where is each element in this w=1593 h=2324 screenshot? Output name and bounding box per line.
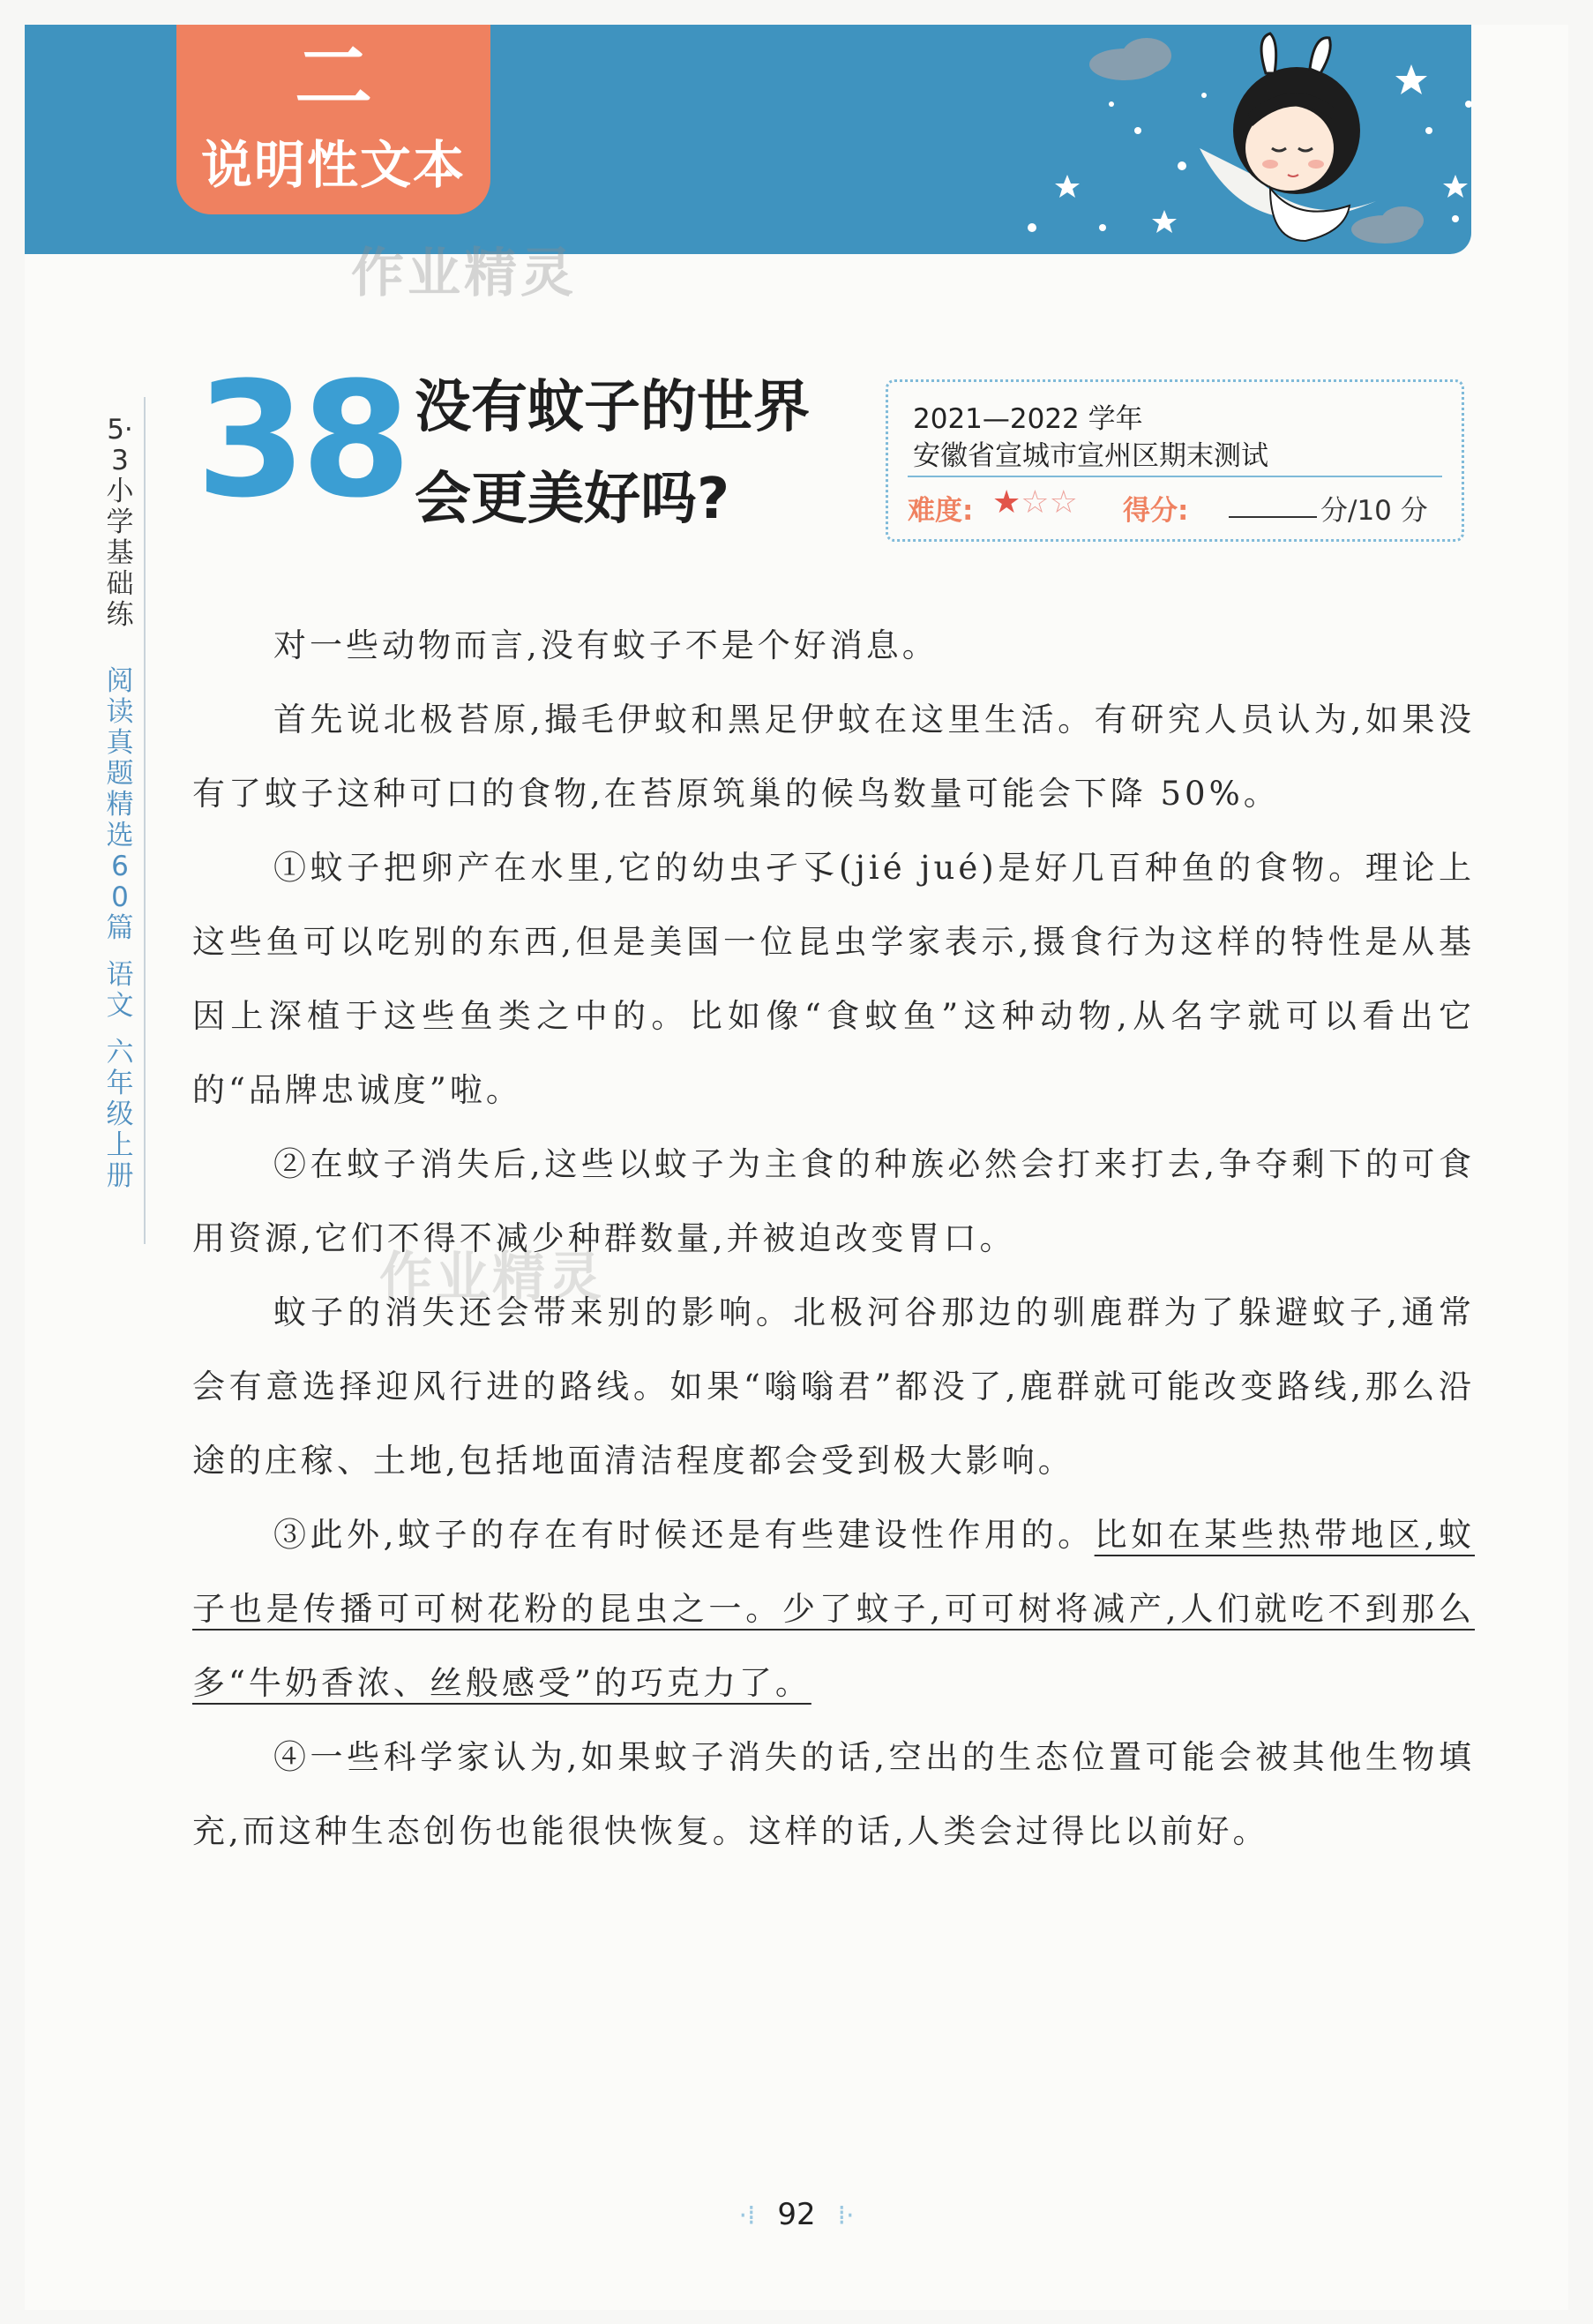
star-filled-icon: ★ [992, 484, 1021, 521]
exam-source: 安徽省宣城市宣州区期末测试 [913, 440, 1268, 472]
paragraph-6-underlined: 比如在某些热带地区,蚊子也是传播可可树花粉的昆虫之一。少了蚊子,可可树将减产,人们就吃不到那么多“牛奶香浓、丝般感受”的巧克力了。 [192, 1516, 1475, 1702]
footer-right-ornament-icon: ⁞· [837, 2200, 855, 2231]
score-label: 得分: [1123, 495, 1189, 527]
watermark: 作业精灵 [351, 243, 577, 304]
star-empty-icon: ☆ [1021, 484, 1050, 521]
info-divider [908, 476, 1442, 477]
paragraph-6 [192, 1498, 1475, 1721]
page-footer [0, 2197, 1593, 2232]
difficulty-stars [992, 484, 1078, 521]
subject-label: 语文 [106, 959, 134, 1022]
difficulty-label: 难度: [908, 495, 974, 527]
paragraph-2: 首先说北极苔原,撮毛伊蚊和黑足伊蚊在这里生活。有研究人员认为,如果没有了蚊子这种可口的食物,在苔原筑巢的候鸟数量可能会下降 50%。 [192, 701, 1475, 813]
lesson-title-line1: 没有蚊子的世界 [415, 375, 810, 440]
paragraph-3: ①蚊子把卵产在水里,它的幼虫孑孓(jié jué)是好几百种鱼的食物。理论上这些鱼可以吃别的东西,但是美国一位昆虫学家表示,摄食行为这样的特性是从基因上深植于这些鱼类之中的。比如像“食蚊鱼”这种动物,从名字就可以看出它的“品牌忠诚度”啦。 [192, 849, 1475, 1109]
lesson-title-line2: 会更美好吗? [415, 467, 730, 532]
lesson-number: 38 [196, 349, 407, 533]
paragraph-7: ④一些科学家认为,如果蚊子消失的话,空出的生态位置可能会被其他生物填充,而这种生态创伤也能很快恢复。这样的话,人类会过得比以前好。 [192, 1738, 1475, 1850]
exam-info-box [886, 379, 1464, 542]
section-tab [176, 25, 490, 214]
paragraph-4: ②在蚊子消失后,这些以蚊子为主食的种族必然会打来打去,争夺剩下的可食用资源,它们不得不减少种群数量,并被迫改变胃口。 [192, 1145, 1475, 1257]
paragraph-6-plain: ③此外,蚊子的存在有时候还是有些建设性作用的。 [273, 1516, 1095, 1554]
watermark-body: 作业精灵 [379, 1247, 605, 1308]
exam-year: 2021—2022 学年 [913, 403, 1143, 435]
footer-left-ornament-icon: ·⁞ [738, 2200, 756, 2231]
header-illustration [961, 25, 1482, 254]
paragraph-5: 蚊子的消失还会带来别的影响。北极河谷那边的驯鹿群为了躲避蚊子,通常会有意选择迎风行进的路线。如果“嗡嗡君”都没了,鹿群就可能改变路线,那么沿途的庄稼、土地,包括地面清洁程度都会受到极大影响。 [192, 1293, 1475, 1480]
section-number: 二 [294, 32, 372, 123]
page-number: 92 [777, 2197, 816, 2232]
paragraph-1: 对一些动物而言,没有蚊子不是个好消息。 [273, 626, 939, 664]
score-blank[interactable] [1229, 516, 1317, 518]
side-rail [88, 415, 152, 1192]
star-empty-icon: ☆ [1049, 484, 1078, 521]
book-label: 阅读真题精选60篇 [106, 665, 134, 944]
article-body [192, 609, 1475, 1869]
score-total: 分/10 分 [1320, 495, 1428, 527]
grade-label: 六年级上册 [106, 1037, 134, 1192]
series-label: 5·3小学基础练 [106, 414, 134, 631]
lesson-title [415, 362, 873, 545]
section-name: 说明性文本 [200, 135, 466, 195]
